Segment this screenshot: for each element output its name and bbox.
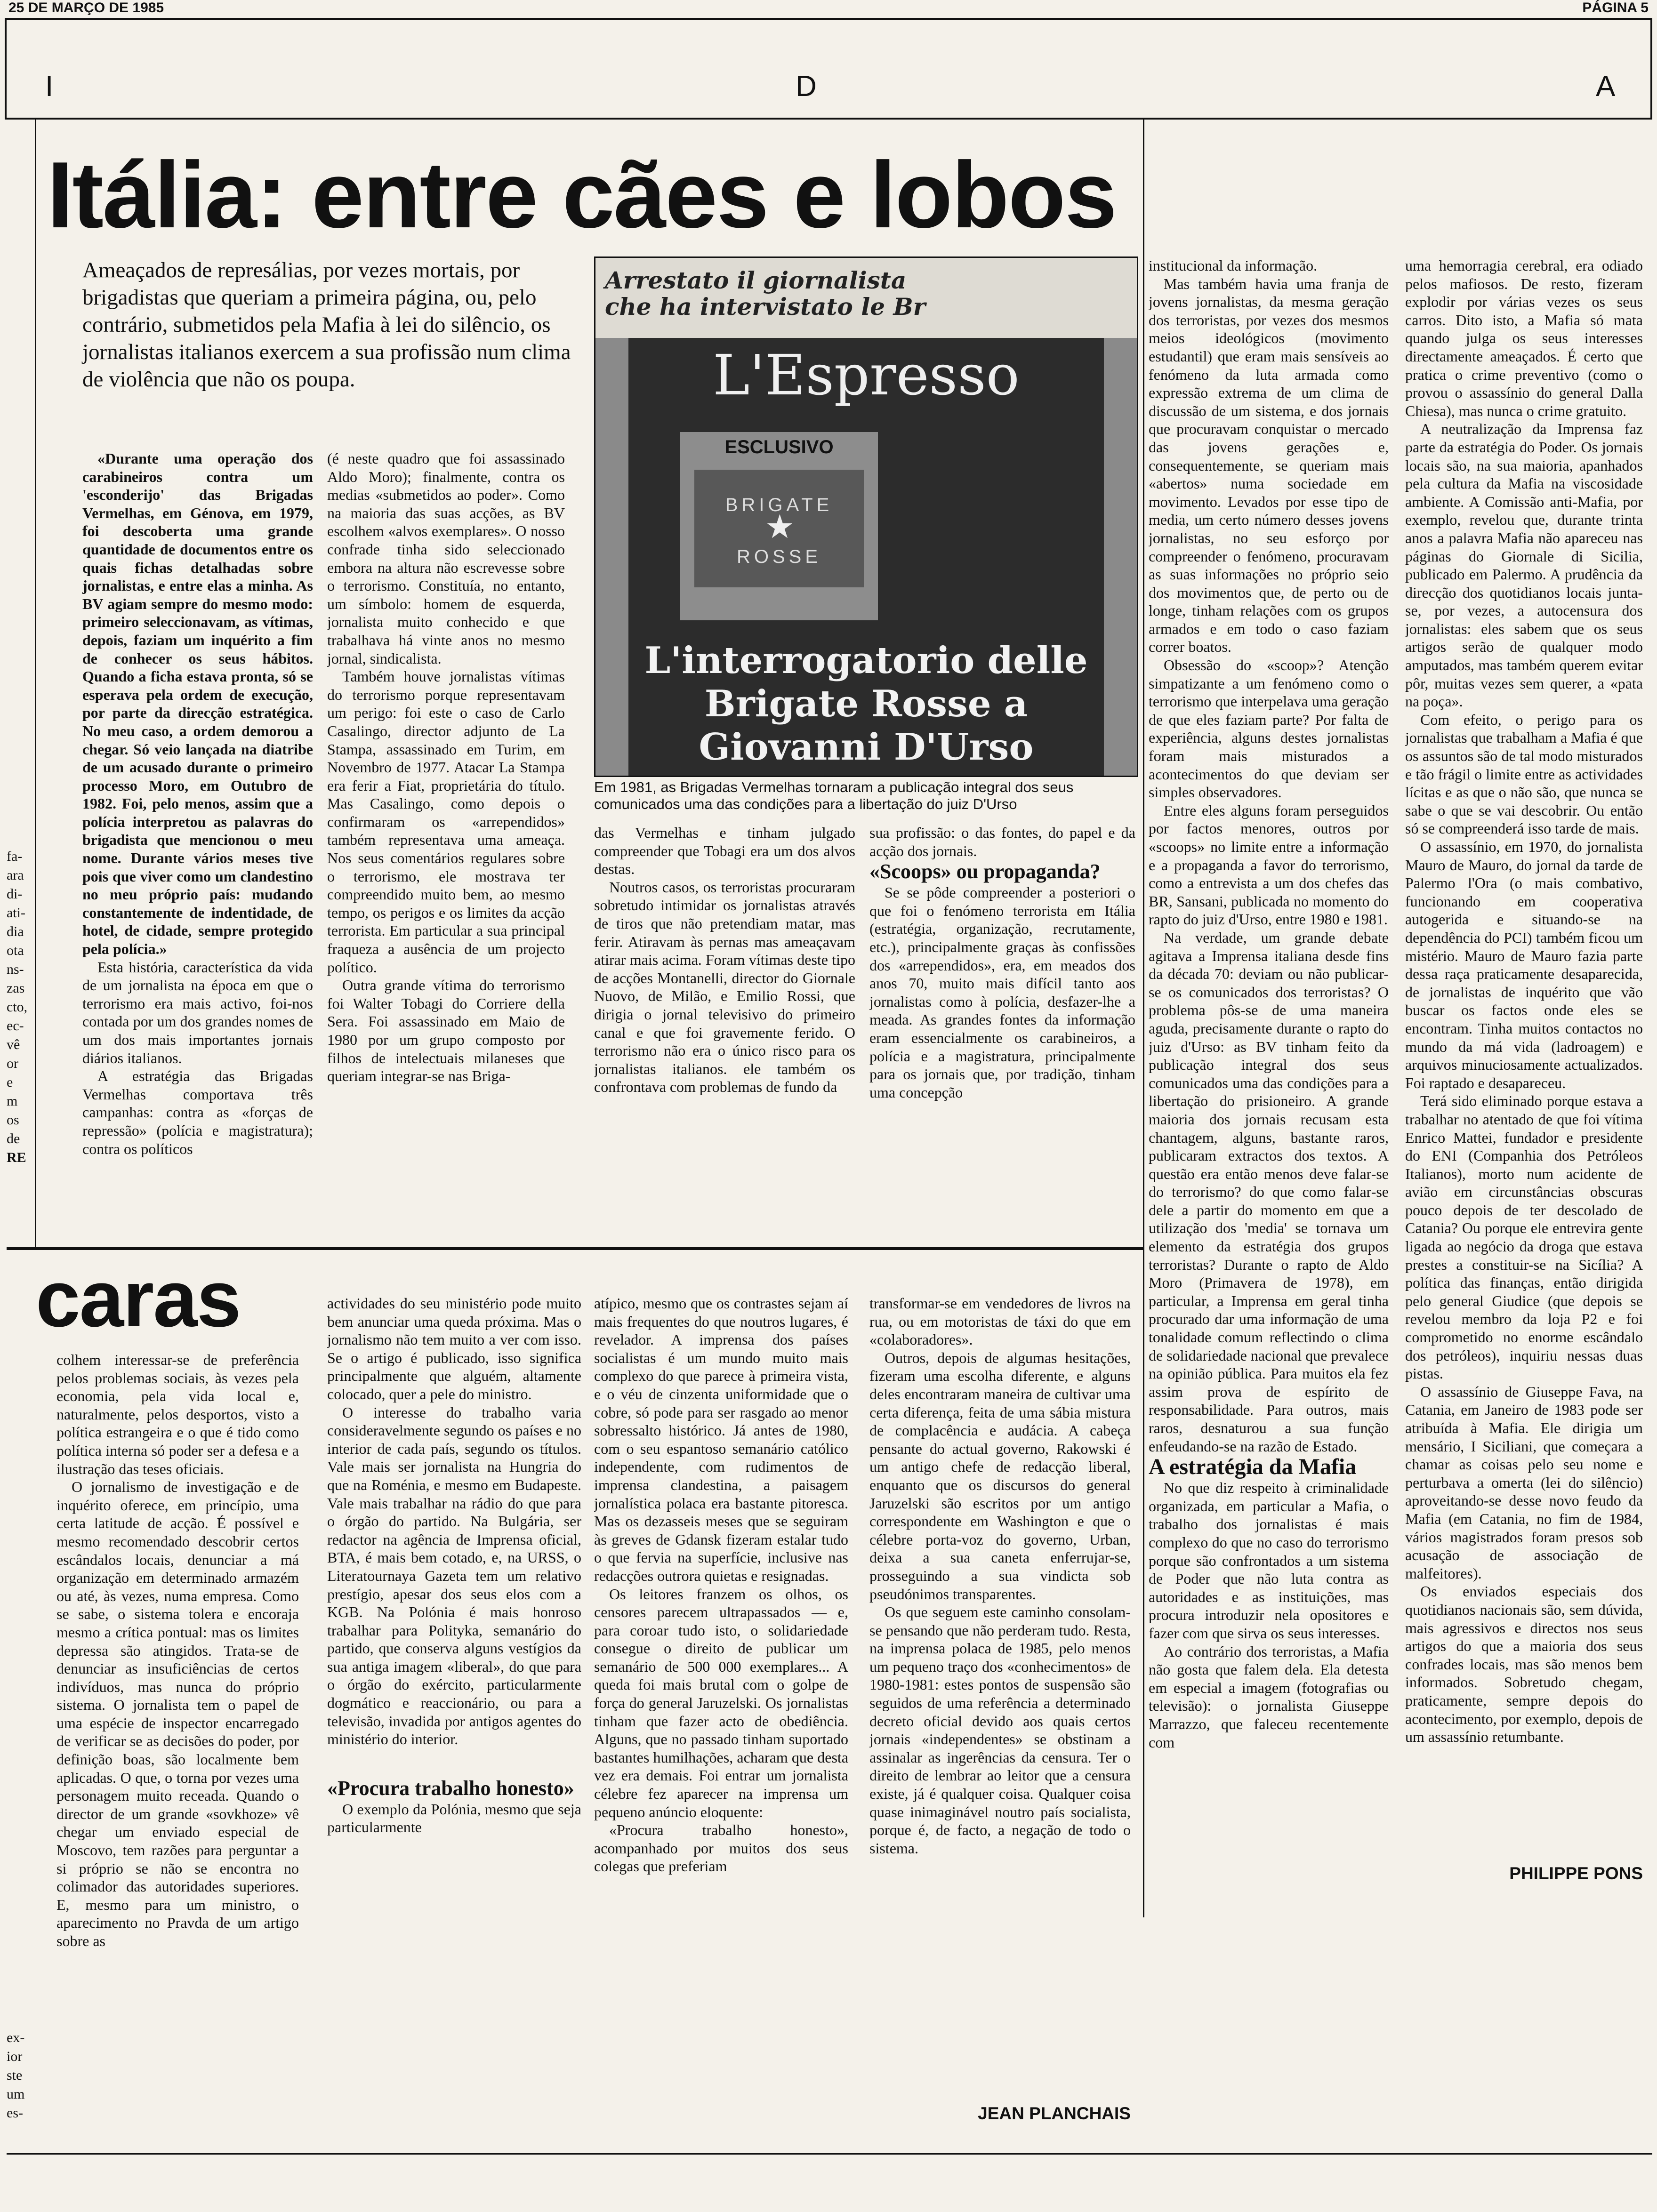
article1-col3b bbox=[869, 824, 1135, 1238]
section-rule bbox=[5, 118, 1652, 120]
section-letter-3: A bbox=[1596, 70, 1616, 103]
paragraph: O jornalismo de investigação e de inquérito oferece, em princípio, uma certa latitude de acção. É possível e mesmo recomendado descobrir certos escândalos locais, denunciar a má organização em determinado armazém ou até, às vezes, numa empresa. Como se sabe, o sistema tolera e encoraja mesmo a crítica pontual: mas os limites depressa são atingidos. Trata-se de denunciar as insuficiências de certos indivíduos, mas nunca do próprio sistema. O jornalista tem o papel de uma espécie de inspector encarregado de verificar se as decisões do poder, por definição boas, são localmente bem aplicadas. O que, o torna por vezes uma personagem muito receada. Quando o director de um grande «sovkhoze» vê chegar um enviado especial de Moscovo, tem razões para perguntar a si próprio se não se encontra no colimador das autoridades superiores. E, mesmo para um ministro, o aparecimento no Pravda de um artigo sobre as bbox=[56, 1478, 299, 1949]
photo-headline: L'interrogatorio delle Brigate Rosse a Giovanni D'Urso bbox=[644, 639, 1088, 769]
subhead-mafia: A estratégia da Mafia bbox=[1149, 1454, 1357, 1480]
paragraph: atípico, mesmo que os contrastes sejam aí mais frequentes do que noutros lugares, é revelador. A imprensa dos países socialistas é um mundo muito mais complexo do que parece à primeira vista, e o véu de cinzenta uniformidade que o cobre, só pode para ser rasgado ao menor sobressalto histórico. Já antes de 1980, com o seu espantoso semanário católico independente, com rudimentos de imprensa clandestina, a paisagem jornalística polaca era bastante pitoresca. Mas os dezasseis meses que se seguiram às greves de Gdansk fizeram estalar tudo o que fervia na superfície, inclusive nas redacções outrora quietas e resignadas. bbox=[594, 1295, 848, 1584]
photo-magazine bbox=[628, 338, 1104, 776]
photo-top-headline: Arrestato il giornalista che ha intervistato le Br bbox=[605, 266, 926, 321]
paragraph: Com efeito, o perigo para os jornalistas que trabalham a Mafia é que os assuntos são de tal modo misturados e tão frágil o limite entre as actividades lícitas e as que o não são, que nunca se sabe o que se vai descobrir. Ou então só se compreenderá isso tarde de mais. bbox=[1405, 711, 1643, 837]
paragraph: Entre eles alguns foram perseguidos por factos menores, outros por «scoops» no limite entre a informação e a propaganda a favor do terrorismo, como a entrevista a um dos chefes das BR, Sansani, publicada no momento do rapto do juiz d'Urso, entre 1980 e 1981. bbox=[1149, 801, 1389, 928]
paragraph: das Vermelhas e tinham julgado compreender que Tobagi era um dos alvos destas. bbox=[594, 824, 855, 878]
header-box-right bbox=[1650, 20, 1652, 119]
issue-date: 25 DE MARÇO DE 1985 bbox=[8, 0, 164, 16]
left-column-rule bbox=[35, 120, 36, 1249]
paragraph: institucional da informação. bbox=[1149, 257, 1318, 274]
paragraph: Outros, depois de algumas hesitações, fizeram uma escolha diferente, e alguns deles encontraram maneira de cultivar uma certa diferença, feita de uma sábia mistura de complacência e audácia. A cabeça pensante do actual governo, Rakowski é um antigo chefe de redacção liberal, enquanto que os discursos do general Jaruzelski são escritos por um antigo correspondente em Washington e que o célebre porta-voz do governo, Urban, deixa a sua caneta enferrujar-se, prosseguindo a sua vindicta sob pseudónimos transparentes. bbox=[869, 1349, 1131, 1603]
article2-colA bbox=[56, 1351, 299, 2146]
photo-banner-box bbox=[694, 470, 864, 587]
paragraph: A neutralização da Imprensa faz parte da estratégia do Poder. Os jornais locais são, na sua maioria, apanhados pela cultura da Mafia na viscosidade ambiente. A Comissão anti-Mafia, por exemplo, revelou que, durante trinta anos a palavra Mafia não apareceu nas páginas do Giornale di Sicilia, publicado em Palermo. A prudência da direcção dos quotidianos locais junta-se, por vezes, a autocensura dos jornalistas: eles sabem que os seus artigos serão de qualquer modo amputados, mas também querem evitar pôr, muitas vezes sem querer, a «pata na poça». bbox=[1405, 420, 1643, 710]
header-box-left bbox=[5, 20, 7, 119]
star-icon: ★ bbox=[765, 509, 795, 545]
paragraph: transformar-se em vendedores de livros na rua, ou em motoristas de táxi do que em «colaboradores». bbox=[869, 1295, 1131, 1348]
photo-masthead: L'Espresso bbox=[713, 343, 1020, 408]
photo-poster bbox=[680, 432, 878, 620]
paragraph: uma hemorragia cerebral, era odiado pelos mafiosos. De resto, fizeram explodir por várias vezes os seus carros. Dito isto, a Mafia só mata quando julga os seus interesses directamente ameaçados. É certo que pratica o crime preventivo (como o provou o assassínio do general Dalla Chiesa), mas nunca o crime gratuito. bbox=[1405, 257, 1643, 419]
section-letter-1: I bbox=[45, 70, 54, 103]
article2-colD bbox=[869, 1294, 1131, 2094]
photo-tag: ESCLUSIVO bbox=[724, 437, 834, 457]
bottom-rule bbox=[7, 2153, 1652, 2155]
paragraph: sua profissão: o das fontes, do papel e da acção dos jornais. bbox=[869, 824, 1135, 859]
article1-col2 bbox=[327, 449, 565, 1235]
page-header bbox=[5, 0, 1652, 16]
paragraph: colhem interessar-se de preferência pelos problemas sociais, às vezes pela economia, pela vida local e, naturalmente, pelos desportos, visto a política estrangeira e o que é tido como política interna só poder ser a defesa e a ilustração das teses oficiais. bbox=[56, 1351, 299, 1477]
espresso-cover-photo bbox=[594, 256, 1138, 777]
paragraph: O exemplo da Polónia, mesmo que seja particularmente bbox=[327, 1800, 581, 1836]
paragraph: Ao contrário dos terroristas, a Mafia não gosta que falem dela. Ela detesta em especial a imagem (fotografias ou televisão): o jornalista Giuseppe Marrazzo, que faleceu recentemente com bbox=[1149, 1643, 1389, 1751]
paragraph: Os enviados especiais dos quotidianos nacionais são, sem dúvida, mais agressivos e directos nos seus artigos do que a maioria dos seus confrades locais, mas são menos bem informados. Sobretudo chegam, praticamente, sempre depois do acontecimento, por exemplo, depois de um assassínio retumbante. bbox=[1405, 1583, 1643, 1746]
paragraph: Noutros casos, os terroristas procuraram sobretudo intimidar os jornalistas através de tiros que não pretendiam matar, mas ferir. Atiravam às pernas mas ameaçavam atirar mais acima. Foram vítimas deste tipo de acções Montanelli, director do Giornale Nuovo, de Milão, e Emilio Rossi, que dirigia o jornal televisivo do primeiro canal e que foi gravemente ferido. O terrorismo não era o único risco para os jornalistas italianos. ele também os confrontava com problemas de fundo da bbox=[594, 878, 855, 1096]
paragraph: «Procura trabalho honesto», acompanhado por muitos dos seus colegas que preferiam bbox=[594, 1821, 848, 1875]
paragraph: «Durante uma operação dos carabineiros contra um 'esconderijo' das Brigadas Vermelhas, em Génova, em 1979, foi descoberta uma grande quantidade de documentos entre os quais fichas detalhadas sobre jornalistas, e entre elas a minha. As BV agiam sempre do mesmo modo: primeiro seleccionavam, as vítimas, depois, faziam um inquérito a fim de conhecer os seus hábitos. Quando a ficha estava pronta, só se esperava pela ordem de execução, por parte da direcção estratégica. No meu caso, a ordem demorou a chegar. Só veio lançada na diatribe de um acusado durante o primeiro processo Moro, em Outubro de 1982. Foi, pelo menos, assim que a polícia interpretou as palavras do brigadista que mencionou o meu nome. Durante vários meses tive pois que viver como um clandestino no meu próprio país: mudando constantemente de indentidade, de hotel, de cidade, sempre protegido pela polícia.» bbox=[82, 450, 313, 958]
article1-col3a bbox=[594, 824, 855, 1238]
photo-newsprint-strip bbox=[595, 258, 1137, 338]
photo-banner: BRIGATE ROSSE bbox=[725, 495, 833, 567]
paragraph: actividades do seu ministério pode muito bem anunciar uma queda próxima. Mas o jornalismo não tem muito a ver com isso. Se o artigo é publicado, isso significa principalmente que alguém, altamente colocado, quer a pele do ministro. bbox=[327, 1295, 581, 1403]
article2-colC bbox=[594, 1294, 848, 2146]
article1-col4 bbox=[1149, 256, 1389, 1913]
paragraph: Outra grande vítima do terrorismo foi Walter Tobagi do Corriere della Sera. Foi assassinado em Maio de 1980 por um grupo composto por filhos de intelectuais milaneses que queriam integrar-se nas Briga- bbox=[327, 977, 565, 1085]
paragraph: Esta história, característica da vida de um jornalista na época em que o terrorismo era mais activo, foi-nos contada por um dos grandes nomes de um dos mais importantes jornais diários italianos. bbox=[82, 958, 313, 1066]
paragraph: Obsessão do «scoop»? Atenção simpatizante a um fenómeno como o terrorismo que interpelava uma geração de que eles faziam parte? Por falta de experiência, alguns destes jornalistas foram mais misturados a acontecimentos do que deviam ser simples observadores. bbox=[1149, 657, 1389, 801]
paragraph: A estratégia das Brigadas Vermelhas comportava três campanhas: contra as «forças de repressão» (polícia e magistratura); contra os políticos bbox=[82, 1067, 313, 1157]
paragraph: No que diz respeito à criminalidade organizada, em particular a Mafia, o trabalho dos jornalistas é mais complexo do que no caso do terrorismo porque são confrontados a um sistema de Poder que não luta contra as autoridades e as instituições, mas procura introduzir nela opositores e fazer com que sirva os seus interesses. bbox=[1149, 1479, 1389, 1642]
subhead-procura: «Procura trabalho honesto» bbox=[327, 1776, 574, 1800]
edge-fragments-top: fa- ara di- ati- dia ota ns- zas cto, ec- vê or e m os de RE bbox=[7, 849, 28, 1165]
section-letter-2: D bbox=[796, 70, 817, 103]
article1-col5 bbox=[1405, 256, 1643, 1857]
paragraph: O interesse do trabalho varia consideravelmente segundo os países e no interior de cada país, segundo os títulos. Vale mais ser jornalista na Hungria do que na Roménia, e mesmo em Budapeste. Vale mais trabalhar na rádio do que para o órgão do partido. Na Bulgária, ser redactor na agência de Imprensa oficial, BTA, é mais bem cotado, e, na URSS, o Literatournaya Gazeta tem um relativo prestígio, apesar dos seus elos com a KGB. Na Polónia é mais honroso trabalhar para Polityka, semanário do partido, que conserva alguns vestígios da sua antiga imagem «liberal», do que para o órgão do exército, particularmente dogmático e reaccionário, ou para a televisão, invadida por antigos agentes do ministério do interior. bbox=[327, 1403, 581, 1748]
article1-col1 bbox=[82, 449, 313, 1235]
byline-jean-planchais: JEAN PLANCHAIS bbox=[978, 2104, 1131, 2123]
article1-headline: Itália: entre cães e lobos bbox=[47, 143, 1117, 248]
paragraph: Terá sido eliminado porque estava a trabalhar no atentado de que foi vítima Enrico Mattei, fundador e presidente do ENI (Companhia dos Petróleos Italianos), morto num acidente de avião em circunstâncias obscuras pouco depois de ter descolado de Catania? Ou porque ele entrevira gente ligada ao negócio da droga que estava prestes a constituir-se na Sicília? A política das finanças, então dirigida pelo general Giudice (que depois se revelou membro da loja P2 e foi comprometido no enorme escândalo dos petróleos), inquiriu nessas duas pistas. bbox=[1405, 1092, 1643, 1382]
page-number: PÁGINA 5 bbox=[1582, 0, 1649, 16]
article-divider bbox=[7, 1247, 1143, 1250]
paragraph: Na verdade, um grande debate agitava a Imprensa italiana desde fins da década 70: deviam ou não publicar-se os comunicados dos terroristas? O problema pôs-se de uma maneira aguda, precisamente durante o rapto do juiz d'Urso: as BV tinham feito da publicação integral dos seus comunicados uma das condições para a libertação do prisioneiro. A grande maioria dos jornais recusam esta chantagem, alguns, bastante raros, publicaram extractos dos textos. A questão era então menos deve falar-se do terrorismo? do que como falar-se dele a partir do momento em que a utilização dos 'media' se tornava um elemento da estratégia dos grupos terroristas? Durante o rapto de Aldo Moro (Primavera de 1978), em particular, a Imprensa em geral tinha procurado dar uma informação de uma tonalidade comum reflectindo o clima de solidariedade nacional que prevalece na opinião pública. Para muitos ela fez assim prova de espírito de responsabilidade. Para outros, mais raros, desnaturou a sua função enfeudando-se na razão de Estado. bbox=[1149, 929, 1389, 1455]
paragraph: Também houve jornalistas vítimas do terrorismo porque representavam um perigo: foi este o caso de Carlo Casalingo, director adjunto de La Stampa, assassinado em Turim, em Novembro de 1977. Atacar La Stampa era ferir a Fiat, proprietária do título. Mas Casalingo, como depois o confirmaram os «arrependidos» também representava uma ameaça. Nos seus comentários regulares sobre o terrorismo, ele mostrava ter compreendido muito bem, ao mesmo tempo, os perigos e os limites da acção terrorista. Em particular a sua principal fraqueza a ausência de um projecto político. bbox=[327, 668, 565, 976]
article2-headline: caras bbox=[36, 1254, 241, 1344]
paragraph: Os leitores franzem os olhos, os censores parecem ultrapassados — e, para coroar tudo isto, o solidariedade consegue o direito de publicar um semanário de 500 000 exemplares... A queda foi mais brutal com o golpe de força do general Jaruzelski. Os jornalistas tinham que fazer acto de obediência. Alguns, que no passado tinham suportado bastantes humilhações, acharam que desta vez era demais. Foi entrar um jornalista célebre fez aparecer na imprensa um pequeno anúncio eloquente: bbox=[594, 1585, 848, 1820]
edge-fragments-bottom: ex- ior ste um es- bbox=[7, 2030, 25, 2121]
header-rule bbox=[5, 18, 1652, 20]
article2-colB bbox=[327, 1294, 581, 2146]
paragraph: Os que seguem este caminho consolam-se pensando que não perderam tudo. Resta, na imprensa polaca de 1985, pelo menos um pequeno traço dos «conhecimentos» de 1980-1981: estes pontos de suspensão são seguidos de uma referência a determinado decreto oficial devido aos quais certos jornais «independentes» se obstinam a assinalar as ingerências da censura. Ter o direito de lembrar ao leitor que a censura existe, já é qualquer coisa. Qualquer coisa quase inimaginável noutro país socialista, porque é, de facto, a negação de todo o sistema. bbox=[869, 1603, 1131, 1857]
byline-philippe-pons: PHILIPPE PONS bbox=[1509, 1864, 1643, 1883]
column-rule-right bbox=[1143, 120, 1144, 1917]
paragraph: Mas também havia uma franja de jovens jornalistas, da mesma geração dos terroristas, por vezes dos mesmos meios ideológicos (movimento estudantil) que eram mais sensíveis ao fenómeno da luta armada como expressão extrema de um clima de discussão de um sistema, e dos jornais que procuravam conquistar o mercado das jovens gerações e, consequentemente, se queriam mais «abertos» numa sociedade em movimento. Levados por esse tipo de media, um certo número desses jovens jornalistas, no seu esforço por compreender o fenómeno, procuravam as suas informações no próprio seio dos movimentos que, de perto ou de longe, tinham relações com os grupos armados e em todo o caso faziam correr boatos. bbox=[1149, 275, 1389, 656]
subhead-scoops: «Scoops» ou propaganda? bbox=[869, 860, 1101, 883]
paragraph: (é neste quadro que foi assassinado Aldo Moro); finalmente, contra os medias «submetidos ao poder». Como na maioria das suas acções, as BV escolhem «alvos exemplares». O nosso confrade tinha sido seleccionado embora na altura não escrevesse sobre o terrorismo. Constituía, no entanto, um símbolo: homem de esquerda, jornalista muito conhecido e que trabalhava há vinte anos no mesmo jornal, sindicalista. bbox=[327, 450, 565, 667]
paragraph: Se se pôde compreender a posteriori o que foi o fenómeno terrorista em Itália (estratégia, organização, recrutamente, etc.), principalmente graças às confissões dos «arrependidos», era, em meados dos anos 70, muito mais difícil tanto aos jornalistas como à polícia, desfazer-lhe a meada. As grandes fontes da informação eram essencialmente os carabineiros, a polícia e a magistratura, principalmente para os jornais que, por tradição, tinham uma concepção bbox=[869, 884, 1135, 1101]
photo-caption: Em 1981, as Brigadas Vermelhas tornaram a publicação integral dos seus comunicados uma das condições para a libertação do juiz D'Urso bbox=[594, 779, 1074, 812]
paragraph: O assassínio de Giuseppe Fava, na Catania, em Janeiro de 1983 pode ser atribuída à Mafia. Ele dirigia um mensário, I Siciliani, que começara a chamar as coisas pelo seu nome e perturbava a omerta (lei do silêncio) aproveitando-se desse novo feudo da Mafia (em Catania, no fim de 1984, vários magistrados foram presos sob acusação de associação de malfeitores). bbox=[1405, 1383, 1643, 1582]
paragraph: O assassínio, em 1970, do jornalista Mauro de Mauro, do jornal da tarde de Palermo l'Ora (o mais combativo, funcionando em cooperativa autogerida e situando-se na dependência do PCI) também ficou um mistério. Mauro de Mauro fazia parte dessa raça praticamente desaparecida, de jornalistas de inquérito que vão buscar os factos onde eles se encontram. Tinha muitos contactos no mundo da má vida (ladroagem) e arquivos minuciosamente actualizados. Foi raptado e desapareceu. bbox=[1405, 838, 1643, 1091]
article1-lead: Ameaçados de represálias, por vezes mortais, por brigadistas que queriam a primeira página, ou, pelo contrário, submetidos pela Mafia à lei do silêncio, os jornalistas italianos exercem a sua profissão num clima de violência que não os poupa. bbox=[82, 258, 571, 392]
